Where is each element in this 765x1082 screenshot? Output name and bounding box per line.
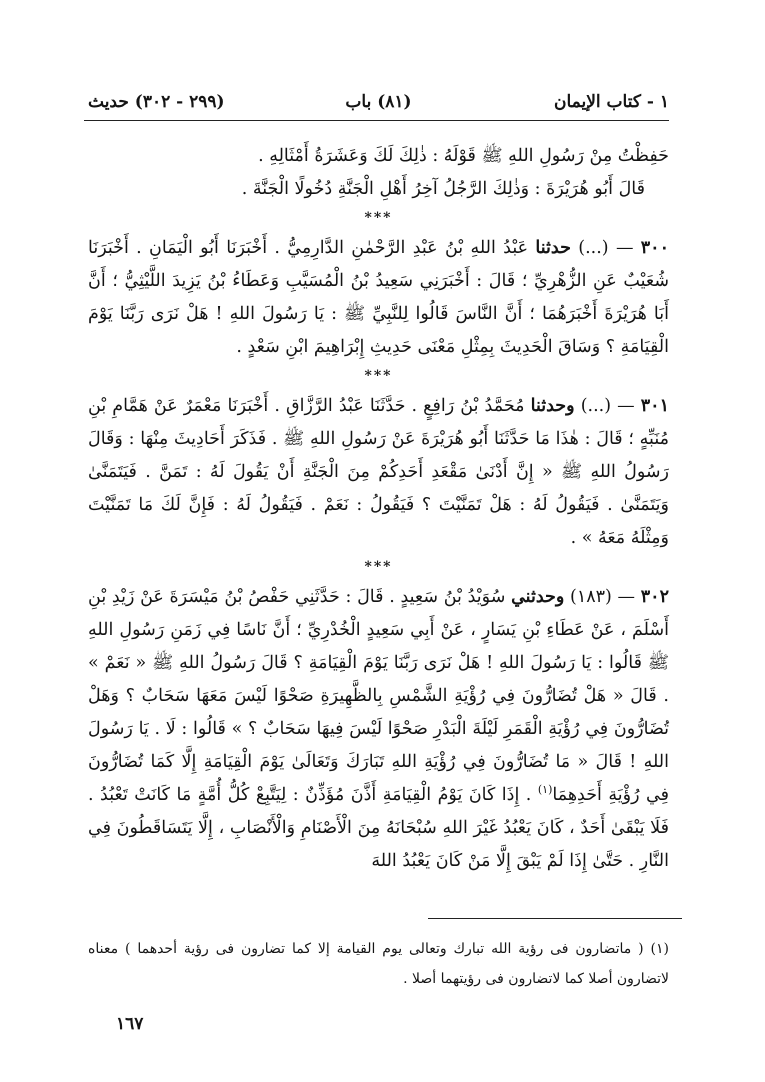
header-book-title: ١ - كتاب الإيمان	[553, 92, 669, 112]
hadith-300: ٣٠٠ — (...) حدثنا عَبْدُ اللهِ بْنُ عَبْدِ الرَّحْمٰنِ الدَّارِمِيُّ . أَخْبَرَنَا أَبُو الْيَمَانِ . أَخْبَرَنَا شُعَيْبٌ عَنِ الزُّهْرِيِّ ؛ قَالَ : أَخْبَرَنِي سَعِيدُ بْنُ الْمُسَيَّبِ وَعَطَاءُ بْنُ يَزِيدَ اللَّيْثِيُّ ؛ أَنَّ أَبَا هُرَيْرَةَ أَخْبَرَهُمَا ؛ أَنَّ النَّاسَ قَالُوا لِلنَّبِيِّ ﷺ : يَا رَسُولَ اللهِ ! هَلْ نَرَى رَبَّنَا يَوْمَ الْقِيَامَةِ ؟ وَسَاقَ الْحَدِيثَ بِمِثْلِ مَعْنَى حَدِيثِ إِبْرَاهِيمَ ابْنِ سَعْدٍ .	[88, 238, 669, 357]
section-separator: ***	[364, 559, 393, 575]
hadith-ref: (...)	[578, 238, 609, 258]
paragraph-abu-hurayra: قَالَ أَبُو هُرَيْرَةَ : وَذٰلِكَ الرَّجُلُ آخِرُ أَهْلِ الْجَنَّةِ دُخُولًا الْجَنَّةَ .	[241, 179, 645, 199]
hadith-ref: (١٨٣)	[570, 587, 612, 607]
footnote-divider	[428, 918, 682, 919]
hadith-number: ٣٠١	[640, 396, 669, 416]
footnotes	[88, 934, 669, 994]
hadith-number: ٣٠٠	[640, 238, 669, 258]
running-header	[88, 88, 669, 116]
hadith-text: عَبْدُ اللهِ بْنُ عَبْدِ الرَّحْمٰنِ الدَّارِمِيُّ . أَخْبَرَنَا أَبُو الْيَمَانِ . أَخْبَرَنَا شُعَيْبٌ عَنِ الزُّهْرِيِّ ؛ قَالَ : أَخْبَرَنِي سَعِيدُ بْنُ الْمُسَيَّبِ وَعَطَاءُ بْنُ يَزِيدَ اللَّيْثِيُّ ؛ أَنَّ أَبَا هُرَيْرَةَ أَخْبَرَهُمَا ؛ أَنَّ النَّاسَ قَالُوا لِلنَّبِيِّ ﷺ : يَا رَسُولَ اللهِ ! هَلْ نَرَى رَبَّنَا يَوْمَ الْقِيَامَةِ ؟ وَسَاقَ الْحَدِيثَ بِمِثْلِ مَعْنَى حَدِيثِ إِبْرَاهِيمَ ابْنِ سَعْدٍ .	[88, 238, 669, 357]
hadith-301: ٣٠١ — (...) وحدثنا مُحَمَّدُ بْنُ رَافِعٍ . حَدَّثَنَا عَبْدُ الرَّزَّاقِ . أَخْبَرَنَا مَعْمَرٌ عَنْ هَمَّامِ بْنِ مُنَبِّهٍ ؛ قَالَ : هٰذَا مَا حَدَّثَنَا أَبُو هُرَيْرَةَ عَنْ رَسُولِ اللهِ ﷺ . فَذَكَرَ أَحَادِيثَ مِنْهَا : وَقَالَ رَسُولُ اللهِ ﷺ « إِنَّ أَدْنَىٰ مَقْعَدِ أَحَدِكُمْ مِنَ الْجَنَّةِ أَنْ يَقُولَ لَهُ : تَمَنَّ . فَيَتَمَنَّىٰ وَيَتَمَنَّىٰ . فَيَقُولُ لَهُ : هَلْ تَمَنَّيْتَ ؟ فَيَقُولُ : نَعَمْ . فَيَقُولُ لَهُ : فَإِنَّ لَكَ مَا تَمَنَّيْتَ وَمِثْلَهُ مَعَهُ » .	[88, 396, 669, 548]
header-hadith-range: (٢٩٩ - ٣٠٢) حديث	[88, 92, 225, 112]
header-chapter: (٨١) باب	[345, 92, 412, 112]
section-separator: ***	[364, 210, 393, 226]
main-text	[88, 140, 669, 878]
footnote-marker: (١)	[537, 783, 553, 797]
footnote-1: (١) ( ماتضارون فى رؤية الله تبارك وتعالى يوم القيامة إلا كما تضارون فى رؤية أحدهما ) معناه لاتضارون أصلا كما لاتضارون فى رؤيتهما أصلا .	[88, 941, 669, 987]
hadith-text: سُوَيْدُ بْنُ سَعِيدٍ . قَالَ : حَدَّثَنِي حَفْصُ بْنُ مَيْسَرَةَ عَنْ زَيْدِ بْنِ أَسْلَمَ ، عَنْ عَطَاءِ بْنِ يَسَارٍ ، عَنْ أَبِي سَعِيدٍ الْخُدْرِيِّ ؛ أَنَّ نَاسًا فِي زَمَنِ رَسُولِ اللهِ ﷺ قَالُوا : يَا رَسُولَ اللهِ ! هَلْ نَرَى رَبَّنَا يَوْمَ الْقِيَامَةِ ؟ قَالَ رَسُولُ اللهِ ﷺ « نَعَمْ » . قَالَ « هَلْ تُضَارُّونَ فِي رُؤْيَةِ الشَّمْسِ بِالظَّهِيرَةِ صَحْوًا لَيْسَ مَعَهَا سَحَابٌ ؟ وَهَلْ تُضَارُّونَ فِي رُؤْيَةِ الْقَمَرِ لَيْلَةَ الْبَدْرِ صَحْوًا لَيْسَ فِيهَا سَحَابٌ ؟ » قَالُوا : لَا . يَا رَسُولَ اللهِ ! قَالَ « مَا تُضَارُّونَ فِي رُؤْيَةِ اللهِ تَبَارَكَ وَتَعَالَىٰ يَوْمَ الْقِيَامَةِ إِلَّا كَمَا تُضَارُّونَ فِي رُؤْيَةِ أَحَدِهِمَا	[88, 587, 669, 805]
section-separator: ***	[364, 368, 393, 384]
page-number: ١٦٧	[116, 1014, 144, 1034]
hadith-text-continued: . إِذَا كَانَ يَوْمُ الْقِيَامَةِ أَذَّنَ مُؤَذِّنٌ : لِيَتَّبِعْ كُلُّ أُمَّةٍ مَا كَانَتْ تَعْبُدُ . فَلَا يَبْقَىٰ أَحَدٌ ، كَانَ يَعْبُدُ غَيْرَ اللهِ سُبْحَانَهُ مِنَ الْأَصْنَامِ وَالْأَنْصَابِ ، إِلَّا يَتَسَاقَطُونَ فِي النَّارِ . حَتَّىٰ إِذَا لَمْ يَبْقَ إِلَّا مَنْ كَانَ يَعْبُدُ اللهَ	[88, 785, 669, 871]
header-divider	[84, 120, 669, 121]
hadith-text: مُحَمَّدُ بْنُ رَافِعٍ . حَدَّثَنَا عَبْدُ الرَّزَّاقِ . أَخْبَرَنَا مَعْمَرٌ عَنْ هَمَّامِ بْنِ مُنَبِّهٍ ؛ قَالَ : هٰذَا مَا حَدَّثَنَا أَبُو هُرَيْرَةَ عَنْ رَسُولِ اللهِ ﷺ . فَذَكَرَ أَحَادِيثَ مِنْهَا : وَقَالَ رَسُولُ اللهِ ﷺ « إِنَّ أَدْنَىٰ مَقْعَدِ أَحَدِكُمْ مِنَ الْجَنَّةِ أَنْ يَقُولَ لَهُ : تَمَنَّ . فَيَتَمَنَّىٰ وَيَتَمَنَّىٰ . فَيَقُولُ لَهُ : هَلْ تَمَنَّيْتَ ؟ فَيَقُولُ : نَعَمْ . فَيَقُولُ لَهُ : فَإِنَّ لَكَ مَا تَمَنَّيْتَ وَمِثْلَهُ مَعَهُ » .	[88, 396, 669, 548]
hadith-302: ٣٠٢ — (١٨٣) وحدثني سُوَيْدُ بْنُ سَعِيدٍ . قَالَ : حَدَّثَنِي حَفْصُ بْنُ مَيْسَرَةَ عَنْ زَيْدِ بْنِ أَسْلَمَ ، عَنْ عَطَاءِ بْنِ يَسَارٍ ، عَنْ أَبِي سَعِيدٍ الْخُدْرِيِّ ؛ أَنَّ نَاسًا فِي زَمَنِ رَسُولِ اللهِ ﷺ قَالُوا : يَا رَسُولَ اللهِ ! هَلْ نَرَى رَبَّنَا يَوْمَ الْقِيَامَةِ ؟ قَالَ رَسُولُ اللهِ ﷺ « نَعَمْ » . قَالَ « هَلْ تُضَارُّونَ فِي رُؤْيَةِ الشَّمْسِ بِالظَّهِيرَةِ صَحْوًا لَيْسَ مَعَهَا سَحَابٌ ؟ وَهَلْ تُضَارُّونَ فِي رُؤْيَةِ الْقَمَرِ لَيْلَةَ الْبَدْرِ صَحْوًا لَيْسَ فِيهَا سَحَابٌ ؟ » قَالُوا : لَا . يَا رَسُولَ اللهِ ! قَالَ « مَا تُضَارُّونَ فِي رُؤْيَةِ اللهِ تَبَارَكَ وَتَعَالَىٰ يَوْمَ الْقِيَامَةِ إِلَّا كَمَا تُضَارُّونَ فِي رُؤْيَةِ أَحَدِهِمَا$^{(١)}$ . إِذَا كَانَ يَوْمُ الْقِيَامَةِ أَذَّنَ مُؤَذِّنٌ : لِيَتَّبِعْ كُلُّ أُمَّةٍ مَا كَانَتْ تَعْبُدُ . فَلَا يَبْقَىٰ أَحَدٌ ، كَانَ يَعْبُدُ غَيْرَ اللهِ سُبْحَانَهُ مِنَ الْأَصْنَامِ وَالْأَنْصَابِ ، إِلَّا يَتَسَاقَطُونَ فِي النَّارِ . حَتَّىٰ إِذَا لَمْ يَبْقَ إِلَّا مَنْ كَانَ يَعْبُدُ اللهَ	[88, 587, 669, 871]
hadith-ref: (...)	[580, 396, 612, 416]
hadith-intro: حدثنا	[535, 238, 571, 258]
hadith-number: ٣٠٢	[640, 587, 669, 607]
paragraph-hifz: حَفِظْتُ مِنْ رَسُولِ اللهِ ﷺ قَوْلَهُ : ذٰلِكَ لَكَ وَعَشَرَةُ أَمْثَالِهِ .	[258, 146, 669, 166]
hadith-intro: وحدثني	[511, 587, 565, 607]
hadith-intro: وحدثنا	[530, 396, 575, 416]
